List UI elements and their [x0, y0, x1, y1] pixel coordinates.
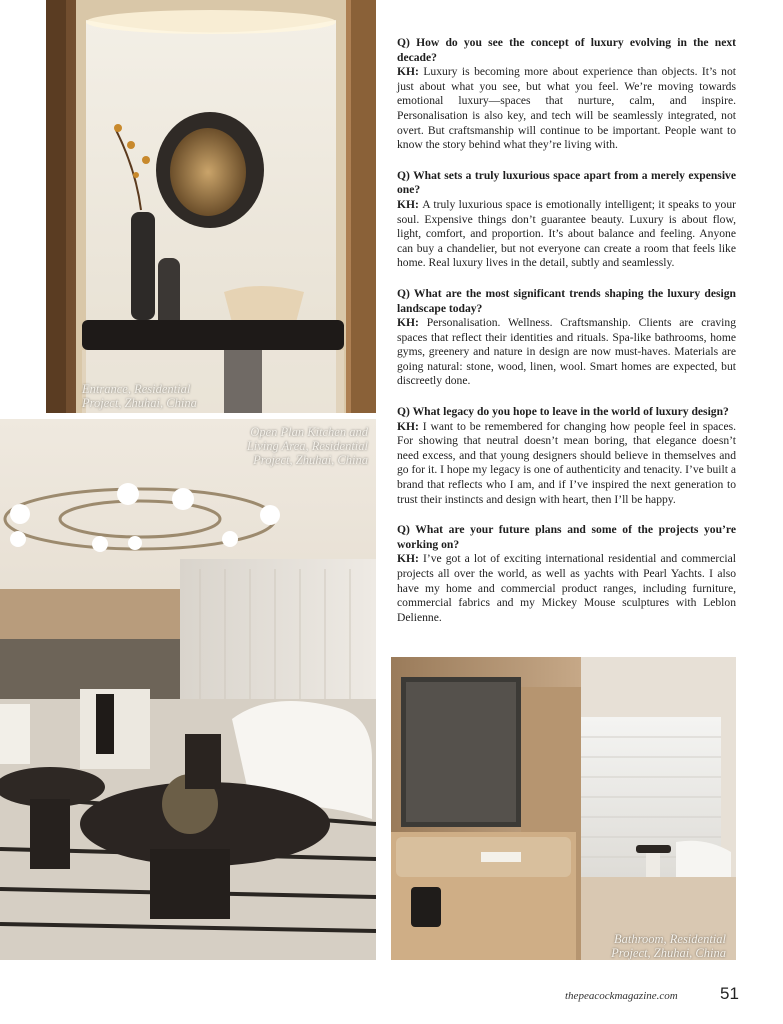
answer-label: KH:: [397, 65, 424, 79]
qa-block: [397, 523, 736, 625]
caption-line: Open Plan Kitchen and: [250, 425, 368, 439]
question: Q) What are the most significant trends shaping the luxury design landscape today?: [397, 286, 736, 315]
caption-line: Project, Zhuhai, China: [253, 453, 368, 467]
answer: Personalisation. Wellness. Craftsmanship. Clients are craving spaces that reflect their identities and rituals. Spa-like bathrooms, home gyms, greenery and nature in design are now must-haves. Materials are going natural: stone, wood, linen, wool. Smart homes are expected, but discreetly done.: [397, 316, 736, 388]
qa-block: [397, 36, 736, 153]
caption-line: Project, Zhuhai, China: [611, 946, 726, 960]
magazine-url: thepeacockmagazine.com: [565, 990, 678, 1002]
qa-block: [397, 287, 736, 389]
question: Q) How do you see the concept of luxury evolving in the next decade?: [397, 36, 736, 64]
entrance-photo-illustration: [46, 0, 376, 413]
living-area-photo: [0, 419, 376, 960]
question: Q) What are your future plans and some of the projects you’re working on?: [397, 523, 736, 551]
question: Q) What sets a truly luxurious space apart from a merely expensive one?: [397, 168, 736, 197]
answer: I’ve got a lot of exciting international residential and commercial projects all over the world, as well as yachts with Pearl Yachts. I also have my home and commercial product ranges, including furniture, commercial fabrics and my Mickey Mouse sculptures with Leblon Delienne.: [397, 552, 737, 624]
bathroom-caption: [571, 932, 726, 960]
caption-line: Living Area, Residential: [246, 439, 368, 453]
answer-label: KH:: [397, 419, 423, 433]
answer: A truly luxurious space is emotionally intelligent; it speaks to your soul. Expensive things don’t guarantee beauty. Luxury is about flow, light, comfort, and proportion. It’s about balance and feeling. Anyone can buy a chandelier, but not everyone can create a room that feels like home. Real luxury lives in the detail, subtly and seamlessly.: [397, 197, 737, 270]
answer-label: KH:: [397, 316, 427, 330]
caption-line: Project, Zhuhai, China: [82, 396, 197, 410]
interview-column: [397, 36, 736, 641]
question: Q) What legacy do you hope to leave in the world of luxury design?: [397, 405, 729, 419]
caption-line: Bathroom, Residential: [613, 932, 726, 946]
page-number: 51: [720, 984, 739, 1003]
answer-label: KH:: [397, 552, 423, 566]
bathroom-photo-illustration: [391, 657, 736, 960]
living-area-caption: [218, 425, 368, 467]
answer-label: KH:: [397, 197, 423, 211]
qa-block: [397, 169, 736, 271]
qa-block: [397, 405, 736, 507]
bathroom-photo: [391, 657, 736, 960]
entrance-photo: [46, 0, 376, 413]
answer: I want to be remembered for changing how people feel in spaces. For showing that neutral doesn’t mean boring, that elegance doesn’t need excess, and that young designers should believe in themselves and go for it. I hope my legacy is one of authenticity and tenacity. I’ve built a brand that reflects who I am, and if I’ve inspired the next generation to trust their instincts and design with heart, then I’ll be happy.: [397, 419, 737, 506]
answer: Luxury is becoming more about experience than objects. It’s not just about what you see, but what you feel. We’re moving towards emotional luxury—spaces that nurture, calm, and inspire. Personalisation is also key, and tech will be seamlessly integrated, not overt. But craftsmanship will continue to be important. People want to know the story behind what they’re living with.: [397, 65, 736, 152]
living-area-photo-illustration: [0, 419, 376, 960]
entrance-caption: [82, 382, 197, 410]
caption-line: Entrance, Residential: [82, 382, 191, 396]
